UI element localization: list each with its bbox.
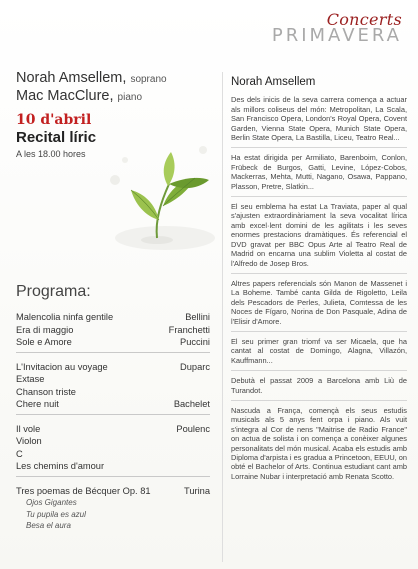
program-group-3: [16, 423, 210, 477]
performer-role: soprano: [130, 74, 167, 85]
composer: Bellini: [185, 312, 210, 322]
program-item: [16, 460, 210, 473]
poem-title: Tu pupila es azul: [26, 509, 86, 519]
program-item: [16, 398, 210, 411]
performer-name: Mac MacClure,: [16, 88, 114, 104]
bio-name: Norah Amsellem: [231, 76, 316, 88]
composer: Puccini: [180, 337, 210, 347]
sprout-illustration: [95, 120, 220, 260]
bio-paragraph: Altres papers referencials són Manon de Massenet i La Boheme. També canta Gilda de Rigoletto, Leila dels Pescadors de Perles, Julieta, Comtessa de les Noces de Fígaro, Norina de Don Pasquale, Adina de l'Elisir d'Amore.: [231, 279, 407, 332]
performer-name: Norah Amsellem,: [16, 70, 127, 86]
work-title: Les chemins d'amour: [16, 461, 105, 471]
column-divider: [222, 72, 223, 562]
program-item: [16, 373, 210, 386]
work-title: Violon: [16, 436, 42, 446]
bio-paragraph: Debutà el passat 2009 a Barcelona amb Liù de Turandot.: [231, 376, 407, 401]
program-item: [16, 361, 210, 374]
logo-word: PRIMAVERA: [271, 25, 402, 46]
composer: Poulenc: [176, 423, 210, 434]
composer: Duparc: [180, 361, 210, 372]
bio-paragraph: Ha estat dirigida per Armiliato, Barenboim, Conlon, Frübeck de Burgos, Gatti, Levine, López-Cobos, Mackerras, Mehta, Mutti, Nagano, Osawa, Pappano, Plasson, Pretre, Slatkin...: [231, 153, 407, 197]
event-title: Recital líric: [16, 129, 97, 146]
work-title: Malencolia ninfa gentile: [16, 312, 114, 322]
work-title: Tres poemas de Bécquer Op. 81: [16, 485, 151, 496]
program-item: [16, 423, 210, 436]
performer-role: piano: [117, 92, 142, 103]
logo-script: Concerts: [326, 10, 402, 29]
work-title: Era di maggio: [16, 324, 74, 335]
bio-paragraph: Nascuda a França, començà els seus estudis musicals als 5 anys fent orpa i piano. Als vuit s'integra al Cor de nens "Maitrise de Radio France" on actua de solista i on comença a conèixer algunes personalitats del món musical. Acaba els estudis amb Diploma d'arpista i es gradua a Princetoon, EEUU, on obté el Bachelor of Arts. Continua estudiant cant amb Lorraine Nubar i interpretació amb Renata Scotto.: [231, 405, 408, 481]
program-item: [16, 435, 210, 448]
poem-title: Besa el aura: [26, 521, 71, 530]
work-title: Il vole: [16, 423, 41, 434]
program-heading: Programa:: [16, 283, 91, 300]
program-item: [16, 311, 210, 324]
work-title: L'Invitacion au voyage: [16, 361, 108, 372]
event-time: A les 18.00 hores: [16, 149, 86, 159]
event-date: 10 d'abril: [16, 112, 92, 128]
work-title: Chere nuit: [16, 399, 59, 409]
program-item: [16, 324, 210, 337]
work-title: Sole e Amore: [16, 337, 72, 347]
work-title: C: [16, 448, 23, 459]
bio-paragraph: El seu primer gran triomf va ser Micaela, que ha cantat al costat de Domingo, Alagna, Villazón, Kauffmann...: [231, 337, 407, 371]
program-group-2: [16, 361, 210, 415]
bio-paragraph: El seu emblema ha estat La Traviata, paper al qual s'ajusten extraordinàriament la seva vocalitat lírica amb excel·lent domini de les agilitats i les seves enormes prestacions dramàtiques. És referencial el DVD gravat per BBC Opus Arte al Teatro Real de Madrid on encarna una sublim Violetta al costat de l'Alfredo de Josep Bros.: [231, 202, 407, 274]
program-item: [16, 386, 210, 399]
composer: Bachelet: [173, 399, 210, 409]
program-list: [16, 311, 210, 543]
performer-2: [16, 88, 206, 106]
program-item: [16, 448, 210, 461]
program-group-1: [16, 311, 210, 353]
biography: [231, 78, 407, 491]
work-title: Extase: [16, 374, 45, 384]
composer: Turina: [183, 485, 210, 496]
concerts-primavera-logo: [272, 12, 402, 45]
performer-1: [16, 70, 206, 88]
program-group-4: [16, 485, 210, 535]
composer: Franchetti: [168, 324, 210, 335]
program-item: [16, 485, 210, 498]
work-title: Chanson triste: [16, 386, 76, 397]
bio-paragraph: Des dels inicis de la seva carrera comença a actuar als millors coliseus del món: Metropolitan, La Scala, San Francisco Opera, London's Royal Opera, Covent Garden, Vienna State Opera, Munich State Opera, Berlin State Opera, La Bastilla, Liceu, Teatro Real...: [231, 95, 407, 148]
program-item: [16, 336, 210, 349]
poem-title: Ojos Gigantes: [26, 498, 77, 507]
